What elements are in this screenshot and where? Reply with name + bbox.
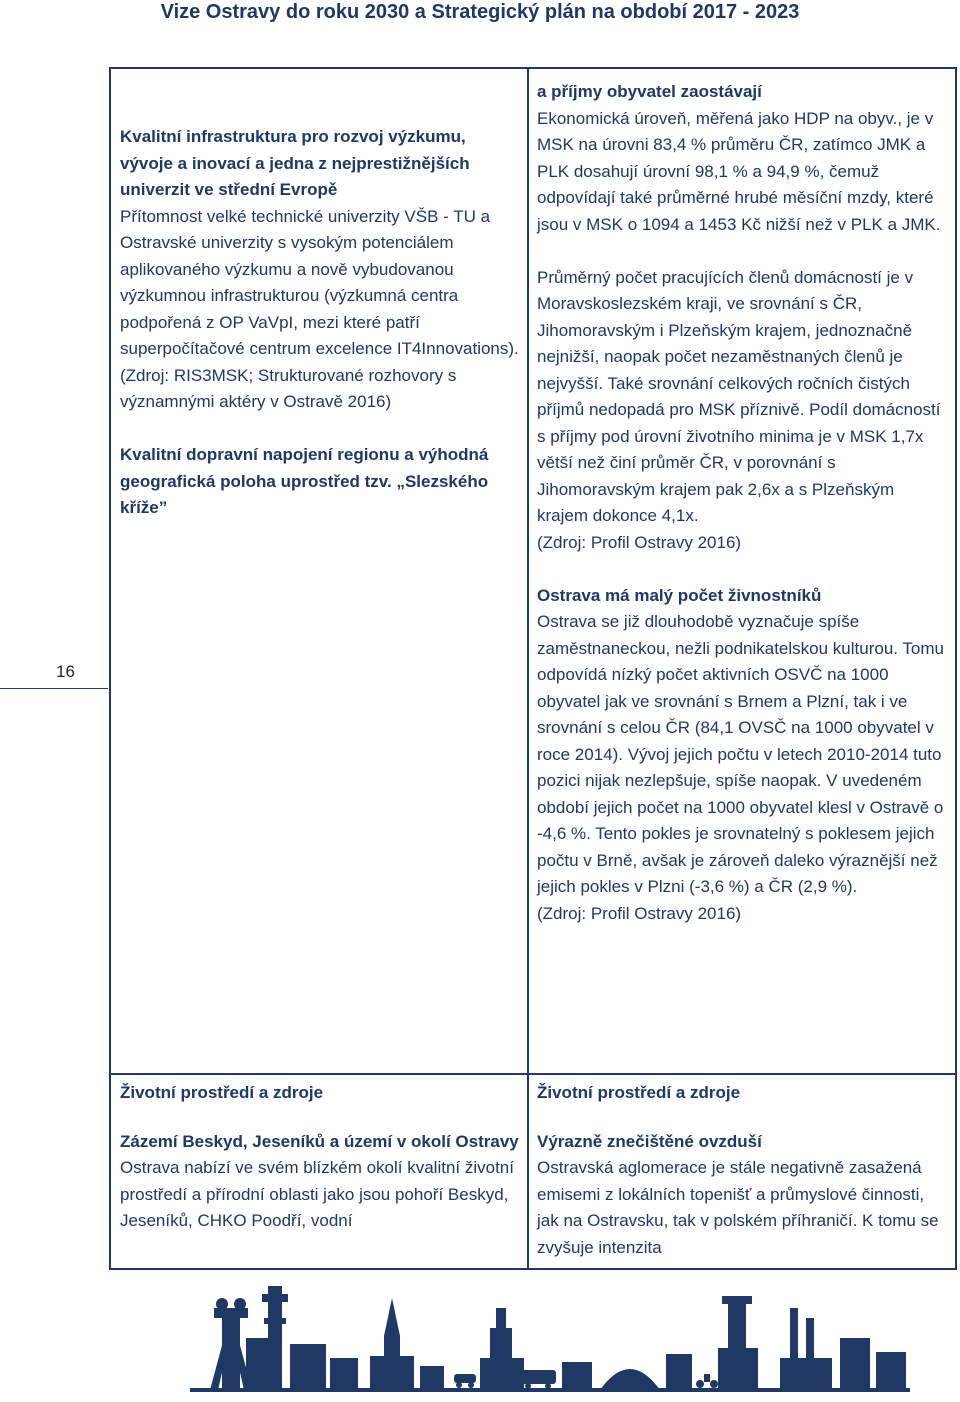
cyclist-icon [696,1374,718,1388]
page-number-divider [0,688,108,689]
weaknesses-environment-cell [537,1080,949,1261]
strengths-cell [120,124,520,522]
building-icon [562,1362,592,1390]
strength-heading-research: Kvalitní infrastruktura pro rozvoj výzkumu, vývoje a inovací a jedna z nejprestižnějších univerzit ve střední Evropě [120,127,470,199]
weakness-section-heading: Životní prostředí a zdroje [537,1083,741,1102]
strengths-environment-cell [120,1080,520,1235]
building-icon [330,1358,358,1390]
factory-icon [780,1308,906,1390]
building-icon [290,1344,326,1390]
strength-section-heading: Životní prostředí a zdroje [120,1083,324,1102]
building-icon [666,1354,692,1390]
weakness-source-entrepreneurs: (Zdroj: Profil Ostravy 2016) [537,903,742,923]
weakness-text-air: Ostravská aglomerace je stále negativně zasažená emisemi z lokálních topenišť a průmyslové činnosti, jak na Ostravsku, tak v polském příhraničí. K tomu se zvyšuje intenzita [537,1158,939,1257]
weakness-text-entrepreneurs: Ostrava se již dlouhodobě vyznačuje spíše zaměstnaneckou, nežli podnikatelskou kulturou. Tomu odpovídá nízký počet aktivních OSVČ na 1000 obyvatel jak ve srovnání s Brnem a Plzní, tak i ve srovnání s celou ČR (84,1 OVSČ na 1000 obyvatel v roce 2014). Vývoj jejich počtu v letech 2010-2014 tuto pozici nijak nezlepšuje, spíše naopak. V uvedeném období jejich počet na 1000 obyvatel klesl v Ostravě o -4,6 %. Tento pokles je srovnatelný s poklesem jejich počtu v Brně, avšak je zároveň daleko výraznější než jejich pokles v Plzni (-3,6 %) a ČR (2,9 %). [537,612,944,896]
town-hall-icon [480,1308,524,1390]
page-number: 16 [56,662,75,681]
swot-table [109,67,957,1270]
strength-text-nature: Ostrava nabízí ve svém blízkém okolí kvalitní životní prostředí a přírodní oblasti jako jsou pohoří Beskyd, Jeseníků, CHKO Poodří, vodní [120,1158,514,1230]
strength-text-research: Přítomnost velké technické univerzity VŠB - TU a Ostravské univerzity s vysokým potenciálem aplikovaného výzkumu a nově vybudovanou výzkumnou infrastrukturou (výzkumná centra podpořená z OP VaVpI, mezi které patří superpočítačové centrum excelence IT4Innovations). [120,206,519,358]
strength-source-research: (Zdroj: RIS3MSK; Strukturované rozhovory s významnými aktéry v Ostravě 2016) [120,365,457,411]
weakness-heading-air: Výrazně znečištěné ovzduší [537,1131,762,1151]
page-header: Vize Ostravy do roku 2030 a Strategický plán na období 2017 - 2023 [160,1,800,23]
arena-icon [600,1369,660,1390]
ostrava-skyline-icon [0,1278,960,1402]
tower-icon [718,1296,758,1390]
weakness-heading-income: a příjmy obyvatel zaostávají [537,82,762,101]
mine-tower-icon [210,1298,276,1390]
weaknesses-cell [537,79,949,927]
weakness-text-households: Průměrný počet pracujících členů domácností je v Moravskoslezském kraji, ve srovnání s ČR, Jihomoravským i Plzeňským krajem, jednoznačně nejnižší, naopak počet nezaměstnaných členů je nejvyšší. Také srovnání celkových ročních čistých příjmů nedopadá pro MSK příznivě. Podíl domácností s příjmy pod úrovní životního minima je v MSK 1,7x větší než činí průměr ČR, v porovnání s Jihomoravským krajem pak 2,6x a s Plzeňským krajem dokonce 4,1x. [537,267,941,525]
tram-icon [520,1370,556,1389]
strength-heading-nature: Zázemí Beskyd, Jeseníků a území v okolí Ostravy [120,1131,519,1151]
strength-heading-transport: Kvalitní dopravní napojení regionu a výhodná geografická poloha uprostřed tzv. „Slezského kříže” [120,445,489,517]
car-icon [454,1374,476,1388]
church-icon [370,1298,414,1390]
weakness-source-households: (Zdroj: Profil Ostravy 2016) [537,532,742,552]
weakness-text-income: Ekonomická úroveň, měřená jako HDP na obyv., je v MSK na úrovni 83,4 % průměru ČR, zatímco JMK a PLK dosahují úrovní 98,1 % a 94,9 %, čemuž odpovídají také průměrné hrubé měsíční mzdy, které jsou v MSK o 1094 a 1453 Kč nižší než v PLK a JMK. [537,108,941,234]
column-divider [527,69,529,1268]
building-icon [420,1366,444,1390]
weakness-heading-entrepreneurs: Ostrava má malý počet živnostníků [537,585,822,605]
row-divider [111,1073,955,1075]
